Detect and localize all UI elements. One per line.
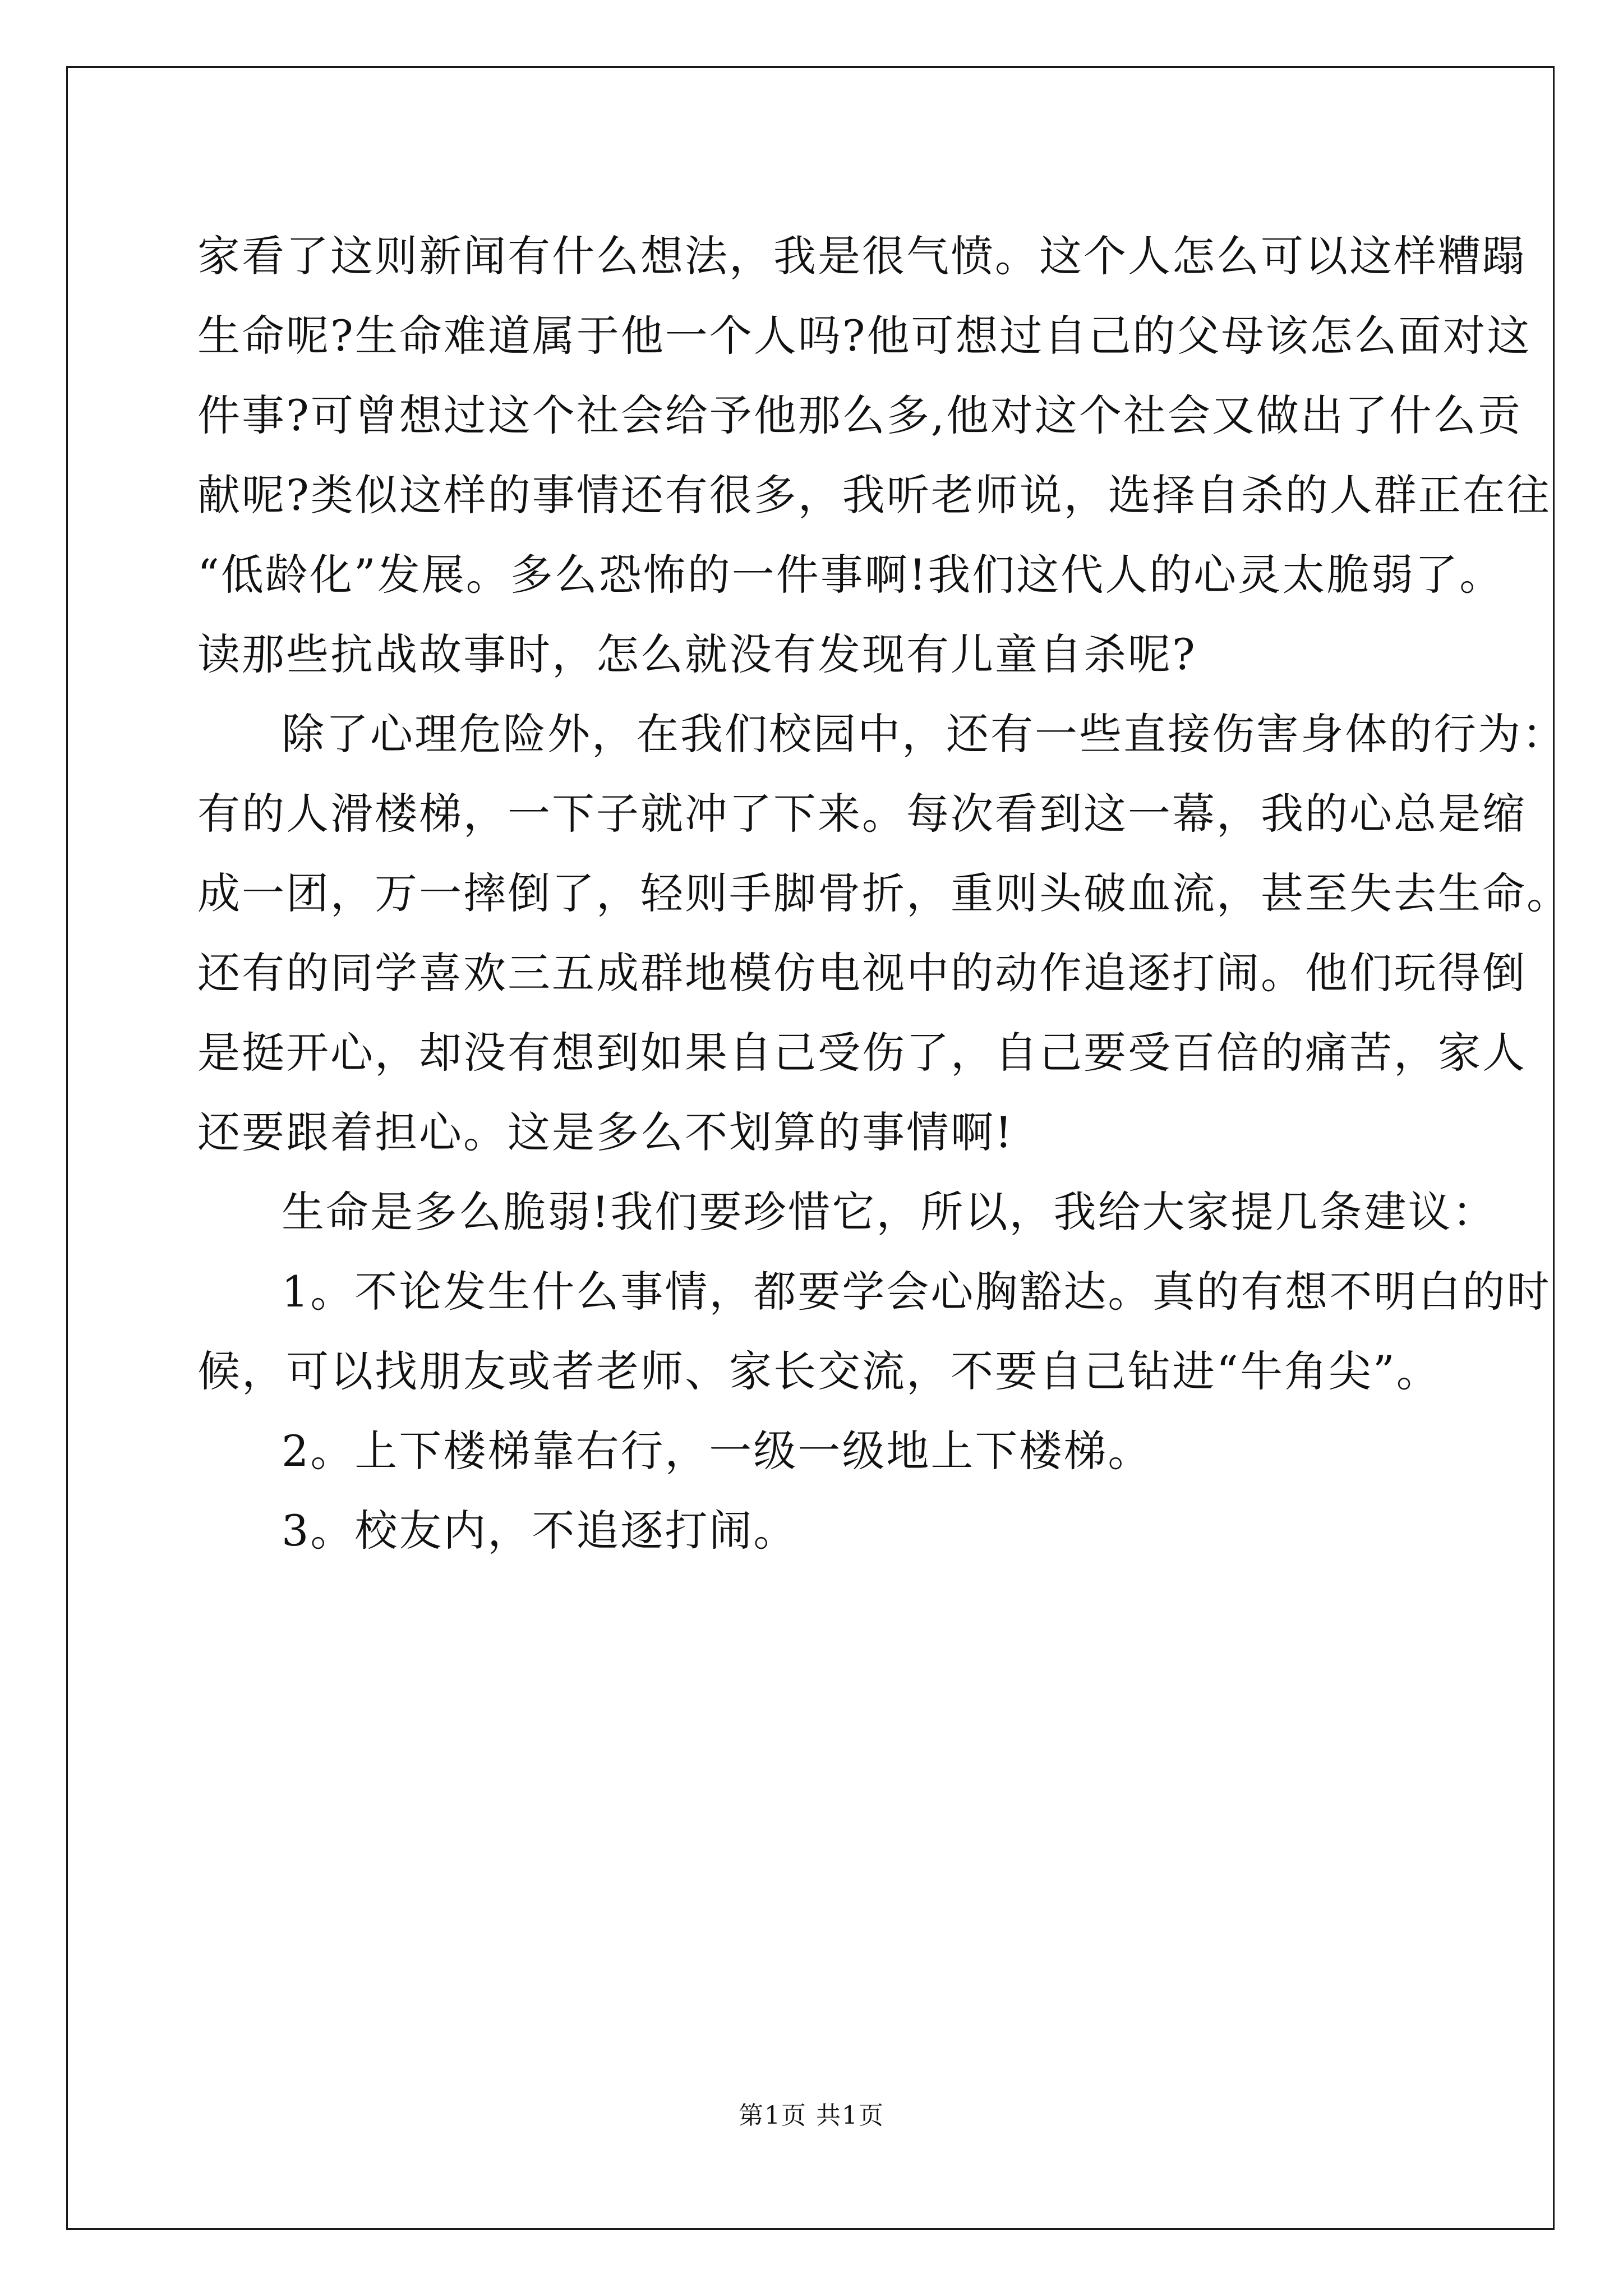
text-line: 是挺开心，却没有想到如果自己受伤了，自己要受百倍的痛苦，家人 xyxy=(197,1028,1527,1078)
text-line: 读那些抗战故事时，怎么就没有发现有儿童自杀呢? xyxy=(197,629,1197,679)
text-line: 有的人滑楼梯，一下子就冲了下来。每次看到这一幕，我的心总是缩 xyxy=(197,789,1527,839)
text-line: 献呢?类似这样的事情还有很多，我听老师说，选择自杀的人群正在往 xyxy=(197,470,1551,520)
page-footer: 第1页 共1页 xyxy=(739,2101,884,2130)
text-line: 除了心理危险外，在我们校园中，还有一些直接伤害身体的行为： xyxy=(282,709,1566,759)
text-line: 3。校友内，不追逐打闹。 xyxy=(282,1506,798,1556)
text-line: 2。上下楼梯靠右行，一级一级地上下楼梯。 xyxy=(282,1426,1152,1476)
text-line: 1。不论发生什么事情，都要学会心胸豁达。真的有想不明白的时 xyxy=(282,1267,1551,1317)
text-line: 还有的同学喜欢三五成群地模仿电视中的动作追逐打闹。他们玩得倒 xyxy=(197,948,1527,998)
document-body xyxy=(197,217,1571,1571)
text-line: 生命是多么脆弱!我们要珍惜它，所以，我给大家提几条建议： xyxy=(282,1187,1497,1237)
text-line: 生命呢?生命难道属于他一个人吗?他可想过自己的父母该怎么面对这 xyxy=(197,311,1532,361)
text-line: 家看了这则新闻有什么想法，我是很气愤。这个人怎么可以这样糟蹋 xyxy=(197,231,1527,281)
text-line: 件事?可曾想过这个社会给予他那么多,他对这个社会又做出了什么贡 xyxy=(197,390,1522,440)
text-line: 还要跟着担心。这是多么不划算的事情啊! xyxy=(197,1107,1014,1157)
text-line: 成一团，万一摔倒了，轻则手脚骨折，重则头破血流，甚至失去生命。 xyxy=(197,868,1571,918)
text-line: “低龄化”发展。多么恐怖的一件事啊!我们这代人的心灵太脆弱了。 xyxy=(197,550,1504,600)
text-line: 候，可以找朋友或者老师、家长交流，不要自己钻进“牛角尖”。 xyxy=(197,1346,1441,1396)
